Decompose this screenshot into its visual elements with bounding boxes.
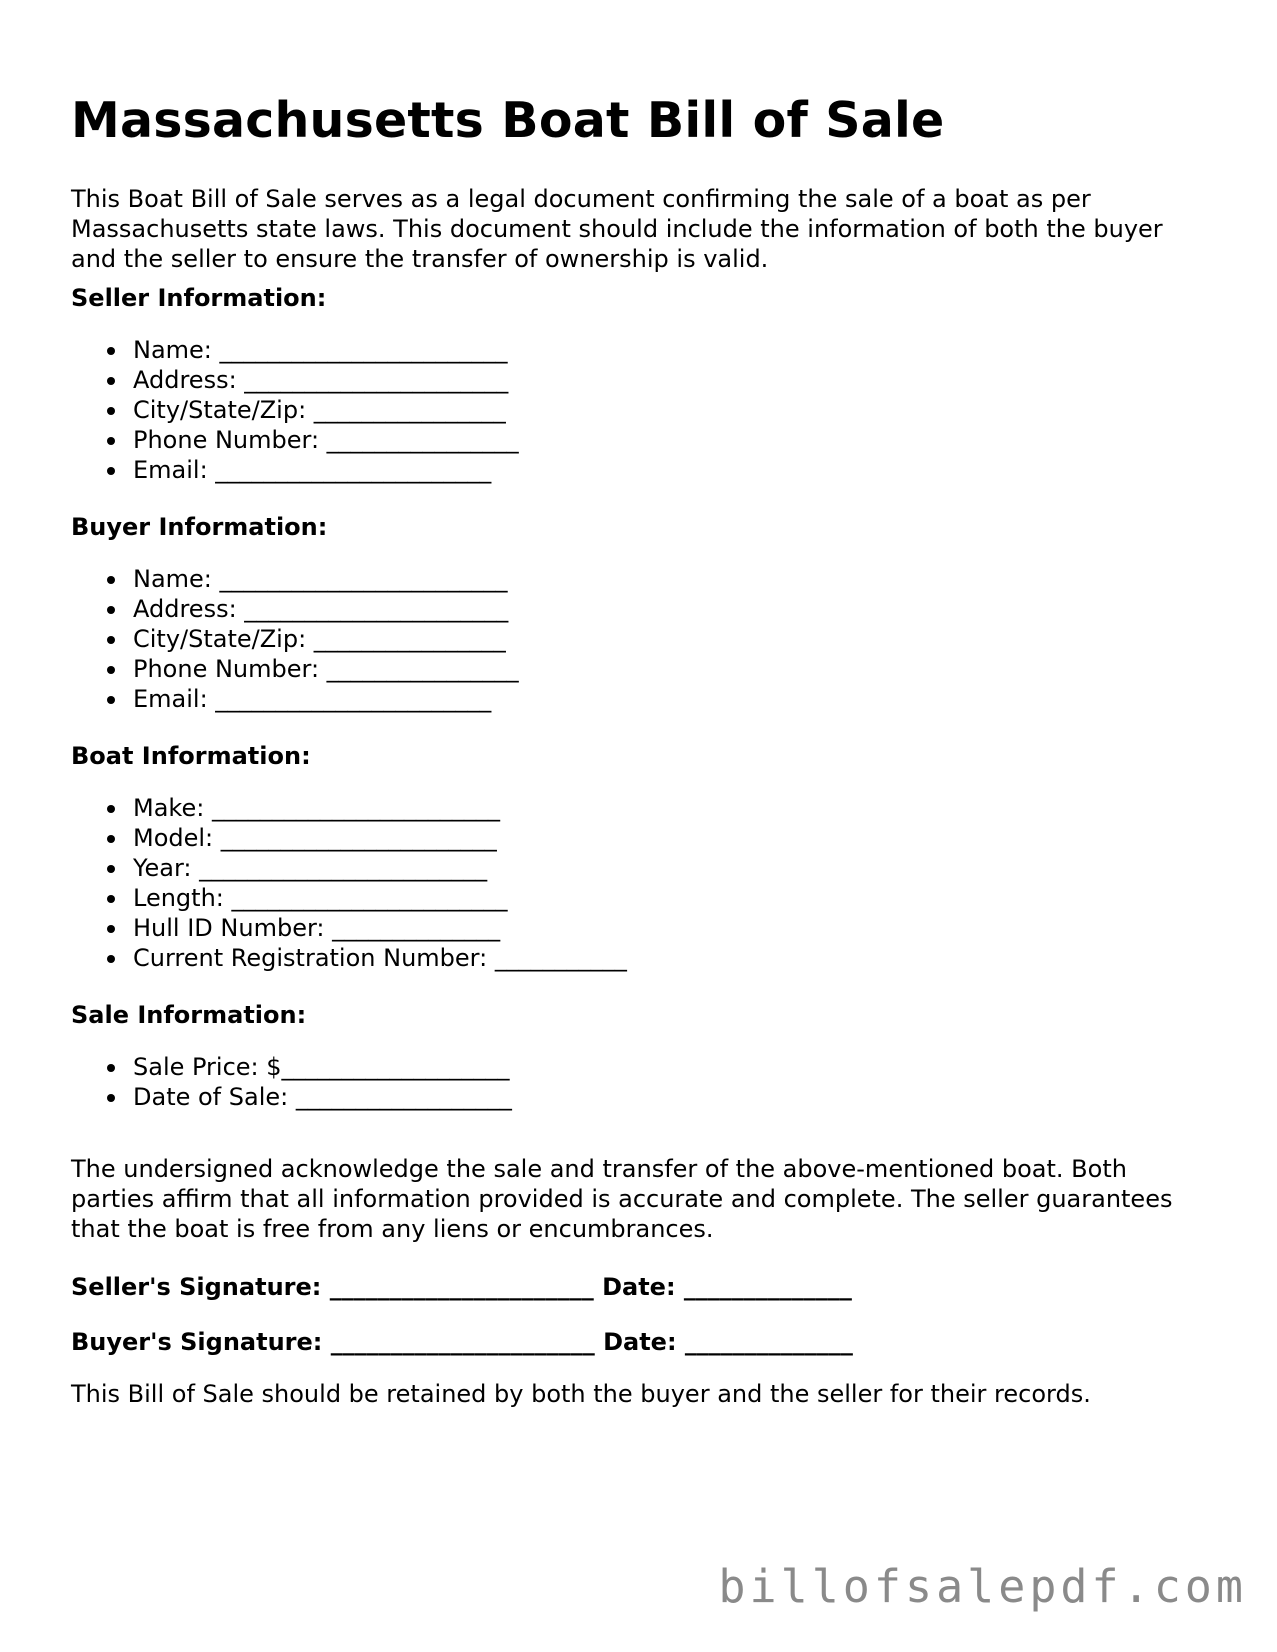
bullet-icon: [107, 925, 115, 933]
sale-date-field: Date of Sale: __________________: [71, 1082, 512, 1112]
buyer-section-heading: Buyer Information:: [71, 513, 328, 541]
bullet-icon: [107, 1094, 115, 1102]
retain-note: This Bill of Sale should be retained by both the buyer and the seller for their records.: [71, 1380, 1091, 1408]
document-title: Massachusetts Boat Bill of Sale: [71, 92, 945, 149]
bullet-icon: [107, 955, 115, 963]
bullet-icon: [107, 606, 115, 614]
bullet-icon: [107, 805, 115, 813]
buyer-email-field: Email: _______________________: [71, 684, 519, 714]
sale-fields-list: [71, 1052, 512, 1112]
bullet-icon: [107, 865, 115, 873]
bullet-icon: [107, 576, 115, 584]
seller-city-state-zip-field: City/State/Zip: ________________: [71, 395, 519, 425]
seller-name-field: Name: ________________________: [71, 335, 519, 365]
buyer-signature-line: Buyer's Signature: ______________________ Date: ______________: [71, 1328, 853, 1356]
sale-price-field: Sale Price: $___________________: [71, 1052, 512, 1082]
boat-fields-list: [71, 793, 627, 973]
bullet-icon: [107, 636, 115, 644]
bullet-icon: [107, 895, 115, 903]
boat-model-field: Model: _______________________: [71, 823, 627, 853]
sale-section-heading: Sale Information:: [71, 1001, 307, 1029]
boat-year-field: Year: ________________________: [71, 853, 627, 883]
bullet-icon: [107, 835, 115, 843]
boat-registration-field: Current Registration Number: ___________: [71, 943, 627, 973]
boat-section-heading: Boat Information:: [71, 742, 311, 770]
bullet-icon: [107, 467, 115, 475]
seller-fields-list: [71, 335, 519, 485]
seller-signature-line: Seller's Signature: ______________________ Date: ______________: [71, 1273, 852, 1301]
seller-section-heading: Seller Information:: [71, 284, 327, 312]
boat-make-field: Make: ________________________: [71, 793, 627, 823]
watermark-text: billofsalepdf.com: [718, 1560, 1247, 1613]
boat-hull-id-field: Hull ID Number: ______________: [71, 913, 627, 943]
bullet-icon: [107, 437, 115, 445]
bullet-icon: [107, 347, 115, 355]
buyer-address-field: Address: ______________________: [71, 594, 519, 624]
seller-phone-field: Phone Number: ________________: [71, 425, 519, 455]
bullet-icon: [107, 407, 115, 415]
buyer-fields-list: [71, 564, 519, 714]
buyer-name-field: Name: ________________________: [71, 564, 519, 594]
buyer-city-state-zip-field: City/State/Zip: ________________: [71, 624, 519, 654]
boat-length-field: Length: _______________________: [71, 883, 627, 913]
seller-email-field: Email: _______________________: [71, 455, 519, 485]
bullet-icon: [107, 666, 115, 674]
intro-paragraph: This Boat Bill of Sale serves as a legal document confirming the sale of a boat as per Massachusetts state laws. This document should include the information of both the buyer and the seller to ensure the transfer of ownership is valid.: [71, 185, 1163, 273]
buyer-phone-field: Phone Number: ________________: [71, 654, 519, 684]
bullet-icon: [107, 1064, 115, 1072]
acknowledgement-paragraph: The undersigned acknowledge the sale and transfer of the above-mentioned boat. Both parties affirm that all information provided is accurate and complete. The seller guarantees that the boat is free from any liens or encumbrances.: [71, 1155, 1173, 1243]
bullet-icon: [107, 696, 115, 704]
seller-address-field: Address: ______________________: [71, 365, 519, 395]
bullet-icon: [107, 377, 115, 385]
